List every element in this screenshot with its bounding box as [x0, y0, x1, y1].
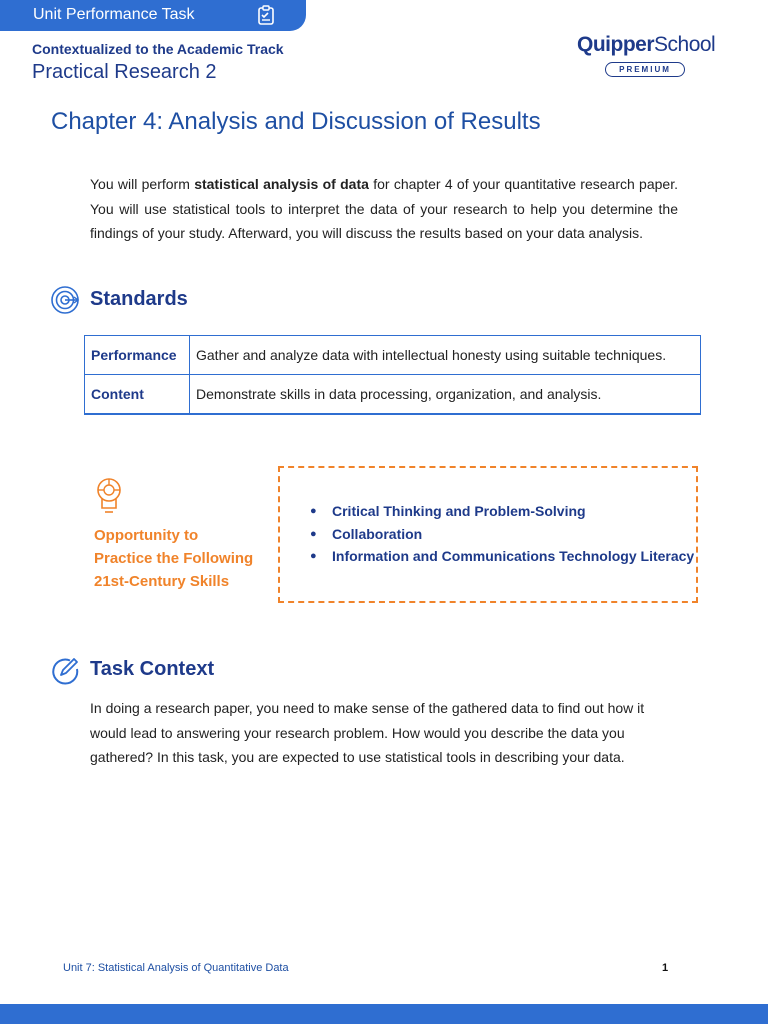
task-context-paragraph: In doing a research paper, you need to make sense of the gathered data to find out how it would lead to answering your research problem. How would you describe the data you gathered? In this task, you are expected to use statistical tools in describing your data.	[90, 700, 645, 765]
intro-paragraph	[90, 172, 678, 246]
brain-head-icon	[93, 476, 125, 516]
task-context-heading: Task Context	[90, 658, 215, 680]
standard-text: Demonstrate skills in data processing, organization, and analysis.	[190, 375, 701, 415]
list-item: ● Information and Communications Technology Literacy	[310, 545, 694, 568]
skills-list	[310, 500, 694, 568]
list-item: ● Critical Thinking and Problem-Solving	[310, 500, 694, 523]
logo-bold: Quipper	[577, 33, 655, 56]
clipboard-check-icon	[256, 5, 276, 25]
table-row	[85, 375, 701, 415]
logo-regular: School	[654, 33, 716, 56]
standard-label: Performance	[85, 336, 190, 375]
list-item: ● Collaboration	[310, 523, 694, 546]
standard-text: Gather and analyze data with intellectual honesty using suitable techniques.	[190, 336, 701, 375]
footer-unit-title: Unit 7: Statistical Analysis of Quantitative Data	[63, 962, 289, 974]
skills-label-line: 21st-Century Skills	[94, 573, 230, 590]
unit-tab-label: Unit Performance Task	[33, 6, 195, 23]
chapter-title: Chapter 4: Analysis and Discussion of Results	[51, 108, 541, 135]
quipper-school-logo	[577, 33, 715, 57]
skills-opportunity-label	[94, 524, 274, 593]
pencil-circle-icon	[50, 656, 80, 686]
intro-text-start: You will perform	[90, 176, 195, 192]
footer-bar	[0, 1004, 768, 1024]
skills-label-line: Practice the Following	[94, 550, 254, 567]
table-row	[85, 336, 701, 375]
premium-badge: PREMIUM	[605, 62, 685, 77]
intro-text-end: for chapter 4 of your quantitative research paper. You will use statistical tools to interpret the data of your research to help you determine the findings of your study. Afterward, you will discuss the results based on your data analysis.	[90, 176, 678, 241]
subject-title: Practical Research 2	[32, 61, 217, 83]
skills-label-line: Opportunity to	[94, 527, 199, 544]
standards-heading: Standards	[90, 288, 188, 310]
intro-bold-text: statistical analysis of data	[194, 176, 369, 192]
target-icon	[50, 285, 80, 315]
academic-track: Contextualized to the Academic Track	[32, 41, 284, 57]
standard-label: Content	[85, 375, 190, 415]
page-number: 1	[662, 962, 669, 974]
standards-table	[84, 335, 701, 415]
